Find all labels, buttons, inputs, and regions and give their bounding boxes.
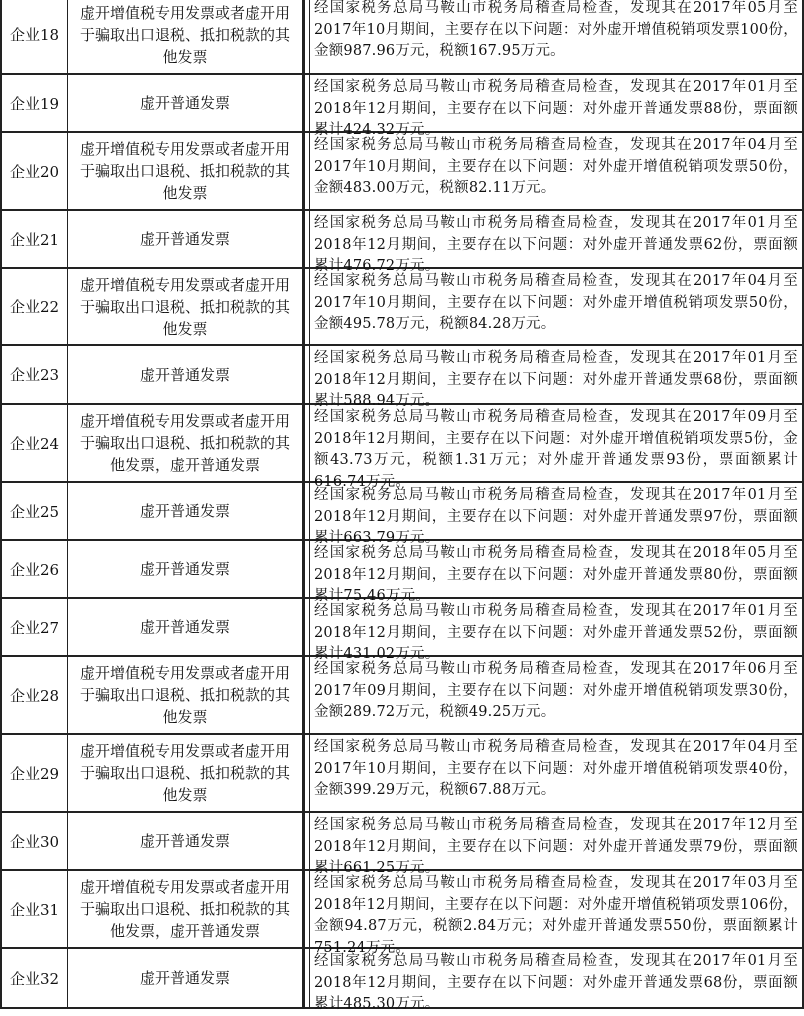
table-row <box>0 949 804 1012</box>
table-row <box>0 405 804 490</box>
violation-type-cell: 虚开普通发票 <box>68 949 304 1007</box>
table-row <box>0 871 804 956</box>
detail-cell: 经国家税务总局马鞍山市税务局稽查局检查，发现其在2017年04月至2017年10月期间，主要存在以下问题：对外虚开增值税销项发票40份，金额399.29万元，税额67.88万元。 <box>304 735 804 811</box>
detail-cell: 经国家税务总局马鞍山市税务局稽查局检查，发现其在2017年01月至2018年12月期间，主要存在以下问题：对外虚开普通发票68份，票面额累计588.94万元。 <box>304 346 804 403</box>
company-cell: 企业22 <box>0 269 68 344</box>
detail-cell: 经国家税务总局马鞍山市税务局稽查局检查，发现其在2017年04月至2017年10月期间，主要存在以下问题：对外虚开增值税销项发票50份，金额495.78万元，税额84.28万元。 <box>304 269 804 344</box>
table-row <box>0 346 804 409</box>
table-row <box>0 211 804 274</box>
company-cell: 企业20 <box>0 133 68 209</box>
violation-type-cell: 虚开增值税专用发票或者虚开用于骗取出口退税、抵扣税款的其他发票，虚开普通发票 <box>68 871 304 947</box>
violation-type-cell: 虚开普通发票 <box>68 813 304 869</box>
detail-cell: 经国家税务总局马鞍山市税务局稽查局检查，发现其在2017年04月至2017年10月期间，主要存在以下问题：对外虚开增值税销项发票50份，金额483.00万元，税额82.11万元。 <box>304 133 804 209</box>
detail-cell: 经国家税务总局马鞍山市税务局稽查局检查，发现其在2017年05月至2017年10月期间，主要存在以下问题：对外虚开增值税销项发票100份，金额987.96万元，税额167.95万元。 <box>304 0 804 73</box>
company-cell: 企业24 <box>0 405 68 481</box>
violation-type-cell: 虚开增值税专用发票或者虚开用于骗取出口退税、抵扣税款的其他发票 <box>68 0 304 73</box>
violation-type-cell: 虚开普通发票 <box>68 211 304 267</box>
detail-cell: 经国家税务总局马鞍山市税务局稽查局检查，发现其在2017年01月至2018年12月期间，主要存在以下问题：对外虚开普通发票68份，票面额累计485.30万元。 <box>304 949 804 1007</box>
detail-cell: 经国家税务总局马鞍山市税务局稽查局检查，发现其在2018年05月至2018年12月期间，主要存在以下问题：对外虚开普通发票80份，票面额累计75.46万元。 <box>304 541 804 597</box>
company-cell: 企业29 <box>0 735 68 811</box>
violation-type-cell: 虚开普通发票 <box>68 599 304 655</box>
violation-type-cell: 虚开增值税专用发票或者虚开用于骗取出口退税、抵扣税款的其他发票 <box>68 735 304 811</box>
company-cell: 企业30 <box>0 813 68 869</box>
detail-cell: 经国家税务总局马鞍山市税务局稽查局检查，发现其在2017年09月至2018年12月期间，主要存在以下问题：对外虚开增值税销项发票5份，金额43.73万元，税额1.31万元；对外虚开普通发票93份，票面额累计616.74万元。 <box>304 405 804 481</box>
company-cell: 企业21 <box>0 211 68 267</box>
detail-cell: 经国家税务总局马鞍山市税务局稽查局检查，发现其在2017年01月至2018年12月期间，主要存在以下问题：对外虚开普通发票88份，票面额累计424.32万元。 <box>304 75 804 131</box>
violation-type-cell: 虚开增值税专用发票或者虚开用于骗取出口退税、抵扣税款的其他发票 <box>68 133 304 209</box>
table-row <box>0 599 804 662</box>
violation-type-cell: 虚开普通发票 <box>68 346 304 403</box>
table-row <box>0 813 804 876</box>
company-cell: 企业26 <box>0 541 68 597</box>
company-cell: 企业31 <box>0 871 68 947</box>
table-row <box>0 75 804 138</box>
detail-cell: 经国家税务总局马鞍山市税务局稽查局检查，发现其在2017年01月至2018年12月期间，主要存在以下问题：对外虚开普通发票62份，票面额累计476.72万元。 <box>304 211 804 267</box>
table-row <box>0 541 804 604</box>
table-row <box>0 0 804 75</box>
violation-type-cell: 虚开增值税专用发票或者虚开用于骗取出口退税、抵扣税款的其他发票 <box>68 657 304 733</box>
detail-cell: 经国家税务总局马鞍山市税务局稽查局检查，发现其在2017年03月至2018年12月期间，主要存在以下问题：对外虚开增值税销项发票106份，金额94.87万元，税额2.84万元；对外虚开普通发票550份，票面额累计751.24万元。 <box>304 871 804 947</box>
detail-cell: 经国家税务总局马鞍山市税务局稽查局检查，发现其在2017年06月至2017年09月期间，主要存在以下问题：对外虚开增值税销项发票30份，金额289.72万元，税额49.25万元。 <box>304 657 804 733</box>
violation-type-cell: 虚开普通发票 <box>68 541 304 597</box>
company-cell: 企业19 <box>0 75 68 131</box>
detail-cell: 经国家税务总局马鞍山市税务局稽查局检查，发现其在2017年01月至2018年12月期间，主要存在以下问题：对外虚开普通发票52份，票面额累计431.02万元。 <box>304 599 804 655</box>
company-cell: 企业18 <box>0 0 68 73</box>
table-row <box>0 269 804 346</box>
violation-type-cell: 虚开普通发票 <box>68 75 304 131</box>
company-cell: 企业32 <box>0 949 68 1007</box>
table-row <box>0 483 804 546</box>
table-row <box>0 133 804 211</box>
company-cell: 企业28 <box>0 657 68 733</box>
table-row <box>0 735 804 813</box>
table-row <box>0 657 804 735</box>
violation-type-cell: 虚开增值税专用发票或者虚开用于骗取出口退税、抵扣税款的其他发票 <box>68 269 304 344</box>
company-cell: 企业25 <box>0 483 68 539</box>
detail-cell: 经国家税务总局马鞍山市税务局稽查局检查，发现其在2017年12月至2018年12月期间，主要存在以下问题：对外虚开普通发票79份，票面额累计661.25万元。 <box>304 813 804 869</box>
violation-type-cell: 虚开增值税专用发票或者虚开用于骗取出口退税、抵扣税款的其他发票，虚开普通发票 <box>68 405 304 481</box>
company-cell: 企业27 <box>0 599 68 655</box>
violation-type-cell: 虚开普通发票 <box>68 483 304 539</box>
detail-cell: 经国家税务总局马鞍山市税务局稽查局检查，发现其在2017年01月至2018年12月期间，主要存在以下问题：对外虚开普通发票97份，票面额累计663.79万元。 <box>304 483 804 539</box>
company-cell: 企业23 <box>0 346 68 403</box>
